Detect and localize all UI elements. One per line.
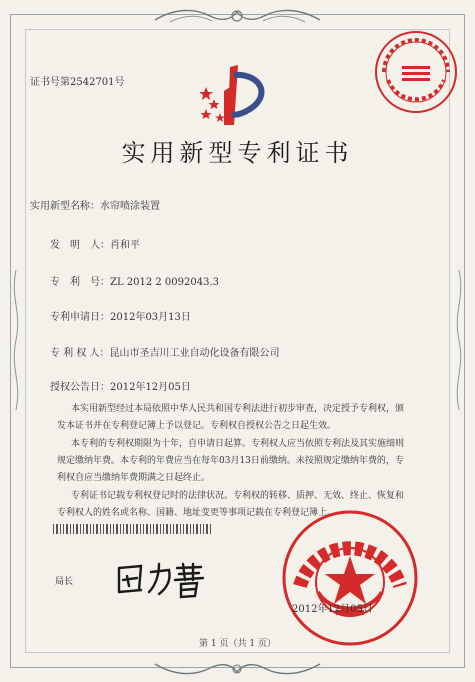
paragraph-line: 本实用新型经过本局依照中华人民共和国专利法进行初步审查，决定授予专利权，颁 <box>71 404 405 414</box>
right-ornament <box>451 270 467 410</box>
paragraph-line: 发本证书并在专利登记簿上予以登记。专利权自授权公告之日起生效。 <box>57 421 337 431</box>
page-number: 第 1 页（共 1 页） <box>199 639 276 649</box>
field-label: 发 明 人： <box>50 240 110 251</box>
paragraph-line: 专利证书记载专利权登记时的法律状况。专利权的转移、质押、无效、终止、恢复和 <box>71 491 405 501</box>
field-utility-model-name <box>30 197 160 212</box>
field-label: 专 利 号： <box>50 277 110 288</box>
left-ornament <box>8 270 24 410</box>
field-value: 水帘喷涂装置 <box>100 201 160 212</box>
field-value: ZL 2012 2 0092043.3 <box>110 277 220 288</box>
field-patentee <box>50 344 280 359</box>
field-label: 授权公告日： <box>50 382 110 393</box>
paragraph-line: 本专利的专利权期限为十年，自申请日起算。专利权人应当依照专利法及其实施细则 <box>71 439 405 449</box>
office-seal-icon <box>280 508 420 648</box>
bottom-ornament <box>150 660 325 678</box>
field-label: 专 利 权 人： <box>50 348 110 359</box>
paragraph-line: 规定缴纳年费。本专利的年费应当在每年03月13日前缴纳。未按照规定缴纳年费的，专 <box>57 456 404 466</box>
field-value: 昆山市圣吉川工业自动化设备有限公司 <box>109 348 280 359</box>
director-signature-icon <box>113 558 205 600</box>
seal-date: 2012年12月05日 <box>292 604 373 615</box>
paragraph-grant <box>57 401 404 435</box>
field-value: 肖和平 <box>110 240 140 251</box>
certificate-number: 证书号第2542701号 <box>30 77 125 88</box>
certificate-title: 实用新型专利证书 <box>121 139 354 167</box>
field-grant-date <box>50 378 191 393</box>
barcode-icon <box>53 524 211 534</box>
field-inventor <box>50 236 140 251</box>
director-label: 局长 <box>55 577 74 587</box>
field-label: 实用新型名称： <box>30 201 100 212</box>
paragraph-line: 专利权人的姓名或名称、国籍、地址变更等事项记载在专利登记簿上。 <box>57 508 337 518</box>
top-ornament <box>150 6 325 26</box>
field-application-date <box>50 308 191 323</box>
paragraph-term <box>57 436 404 487</box>
field-label: 专利申请日： <box>50 312 110 323</box>
paragraph-line: 利权自应当缴纳年费期满之日起终止。 <box>57 473 211 483</box>
top-right-seal-icon <box>372 28 460 116</box>
field-value: 2012年12月05日 <box>110 382 191 393</box>
field-patent-number <box>50 273 219 288</box>
sipo-logo-icon <box>200 65 272 127</box>
field-value: 2012年03月13日 <box>110 312 191 323</box>
